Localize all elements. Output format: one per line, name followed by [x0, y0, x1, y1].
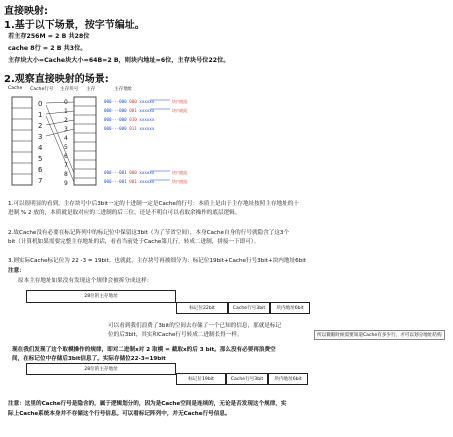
- col-memblock: 主存块号: [60, 87, 79, 92]
- diag2-address-label: 28位的主存地址: [84, 367, 118, 372]
- s1-line3: 主存块大小=Cache块大小=64B=2 B，则块内地址=6位，主存块号位22位。: [8, 57, 230, 64]
- svg-text:块内地址: 块内地址: [172, 108, 188, 113]
- para-2b: bit（计算机如果需要完整主存地址的话，看看当前处于Cache第几行，转成二进制，拼接一下即可）。: [8, 239, 260, 245]
- svg-text:7: 7: [38, 177, 43, 185]
- para-3c: 原本主存地址如果没有发现这个规律会被拆分成这样：: [18, 278, 153, 284]
- svg-text:000···001 000 xxxxxx: 000···001 000 xxxxxx: [104, 170, 155, 175]
- section-2-heading: 2.观察直接映射的场景:: [4, 74, 109, 85]
- col-cache: Cache: [8, 86, 23, 91]
- modulo-note-2: 间，在标记位中存储后3bit信息了。实际存储位22-3=19bit: [12, 356, 166, 362]
- diag2-offset-label: 块内地址6bit: [274, 377, 302, 382]
- svg-text:1: 1: [64, 108, 68, 115]
- para-2a: 2.故Cache没有必要在标记阵列中的标记位中保留这3bit（为了节省空间），本身Cache自身的行号就隐含了这3个: [8, 230, 290, 236]
- svg-text:3: 3: [38, 133, 43, 141]
- svg-text:2: 2: [64, 117, 68, 124]
- side-note: 所以微眼时候需要知道Cache有多少行，才可以划分地址结构: [314, 330, 445, 340]
- col-addr: 主存地址: [114, 87, 133, 92]
- para-1a: 1.可以很明显的看到，主存块号中后3bit一定的十进制一定是Cache的行号：本质上是由于主存地址按照主存地址的十: [8, 201, 299, 207]
- s1-line2: cache 8行 = 2 B 共3位。: [8, 45, 87, 52]
- diag2-tag-label: 标记位19bit: [188, 377, 214, 382]
- svg-text:8: 8: [64, 171, 68, 178]
- svg-text:块内地址: 块内地址: [172, 170, 188, 175]
- svg-text:4: 4: [38, 144, 43, 152]
- mapping-diagram: [0, 93, 240, 193]
- svg-text:000···000 001 xxxxxx: 000···000 001 xxxxxx: [104, 108, 155, 113]
- svg-text:0: 0: [38, 100, 43, 108]
- svg-text:3: 3: [64, 126, 68, 133]
- svg-text:9: 9: [64, 180, 68, 187]
- section-1-heading: 1.基于以下场景，按字节编址。: [4, 20, 145, 31]
- svg-text:5: 5: [38, 155, 43, 163]
- svg-text:0: 0: [64, 99, 68, 106]
- svg-text:6: 6: [38, 166, 43, 174]
- diag2-lineno-label: Cache行号3bit: [230, 377, 264, 382]
- diag1-offset-label: 块内地址6bit: [276, 306, 304, 311]
- diag1-tag-label: 标记位22bit: [189, 306, 215, 311]
- para-3a: 3.则实际Cache标记位为 22 -3 = 19bit。也就此，主存块号再被细分为：标记位19bit+Cache行号3bit+块内地址6bit: [8, 258, 306, 264]
- waste-note-1: 可以看到我们浪费了3bit的空间去存储了一个已知的信息，那就是标记: [108, 323, 282, 329]
- svg-text:000···001 001 xxxxxx: 000···001 001 xxxxxx: [104, 179, 155, 184]
- footer-note-2: 际上Cache系统本身并不存储这个行号信息。可以看标记阵列中，并无Cache行号信息。: [8, 411, 231, 417]
- waste-note-2: 位的后3bit，其实和Cache行号转成二进制长得一样。: [108, 332, 243, 338]
- svg-text:000···000 000 xxxxxx: 000···000 000 xxxxxx: [104, 99, 155, 104]
- modulo-note-1: 现在我们发现了这个取模操作的规律，即对二进制x对 2 取模 = 截取x的后 3 bit。那么没有必要再浪费空: [12, 347, 276, 353]
- footer-note-1: 注意：这里的Cache行号是隐含的，属于逻辑划分的，因为是Cache空间是连续的，无论是否发现这个规律，实: [8, 401, 287, 407]
- svg-text:000···000 010 xxxxxx: 000···000 010 xxxxxx: [104, 117, 155, 122]
- page-title: 直接映射:: [4, 6, 48, 17]
- svg-text:2: 2: [38, 122, 43, 130]
- s1-line1: 若主存256M = 2 B 共28位: [8, 33, 90, 40]
- svg-text:块内地址: 块内地址: [172, 179, 188, 184]
- diag1-lineno-label: Cache行号3bit: [232, 306, 266, 311]
- svg-text:1: 1: [38, 111, 43, 119]
- svg-text:5: 5: [64, 144, 68, 151]
- svg-text:6: 6: [64, 153, 68, 160]
- svg-text:4: 4: [64, 135, 68, 142]
- col-lineno: Cache行号: [30, 87, 54, 92]
- svg-text:块内地址: 块内地址: [172, 99, 188, 104]
- col-mem: 主存: [86, 87, 96, 92]
- diag1-address-label: 28位的主存地址: [84, 294, 118, 299]
- svg-text:7: 7: [64, 162, 68, 169]
- svg-text:000···000 011 xxxxxx: 000···000 011 xxxxxx: [104, 126, 155, 131]
- para-3-note: 注意：: [8, 268, 25, 274]
- para-1b: 进制 % 2 放的，本质就是取对应的二进制的后三位，还是不明白可以看取余操作的底层逻辑。: [8, 210, 241, 216]
